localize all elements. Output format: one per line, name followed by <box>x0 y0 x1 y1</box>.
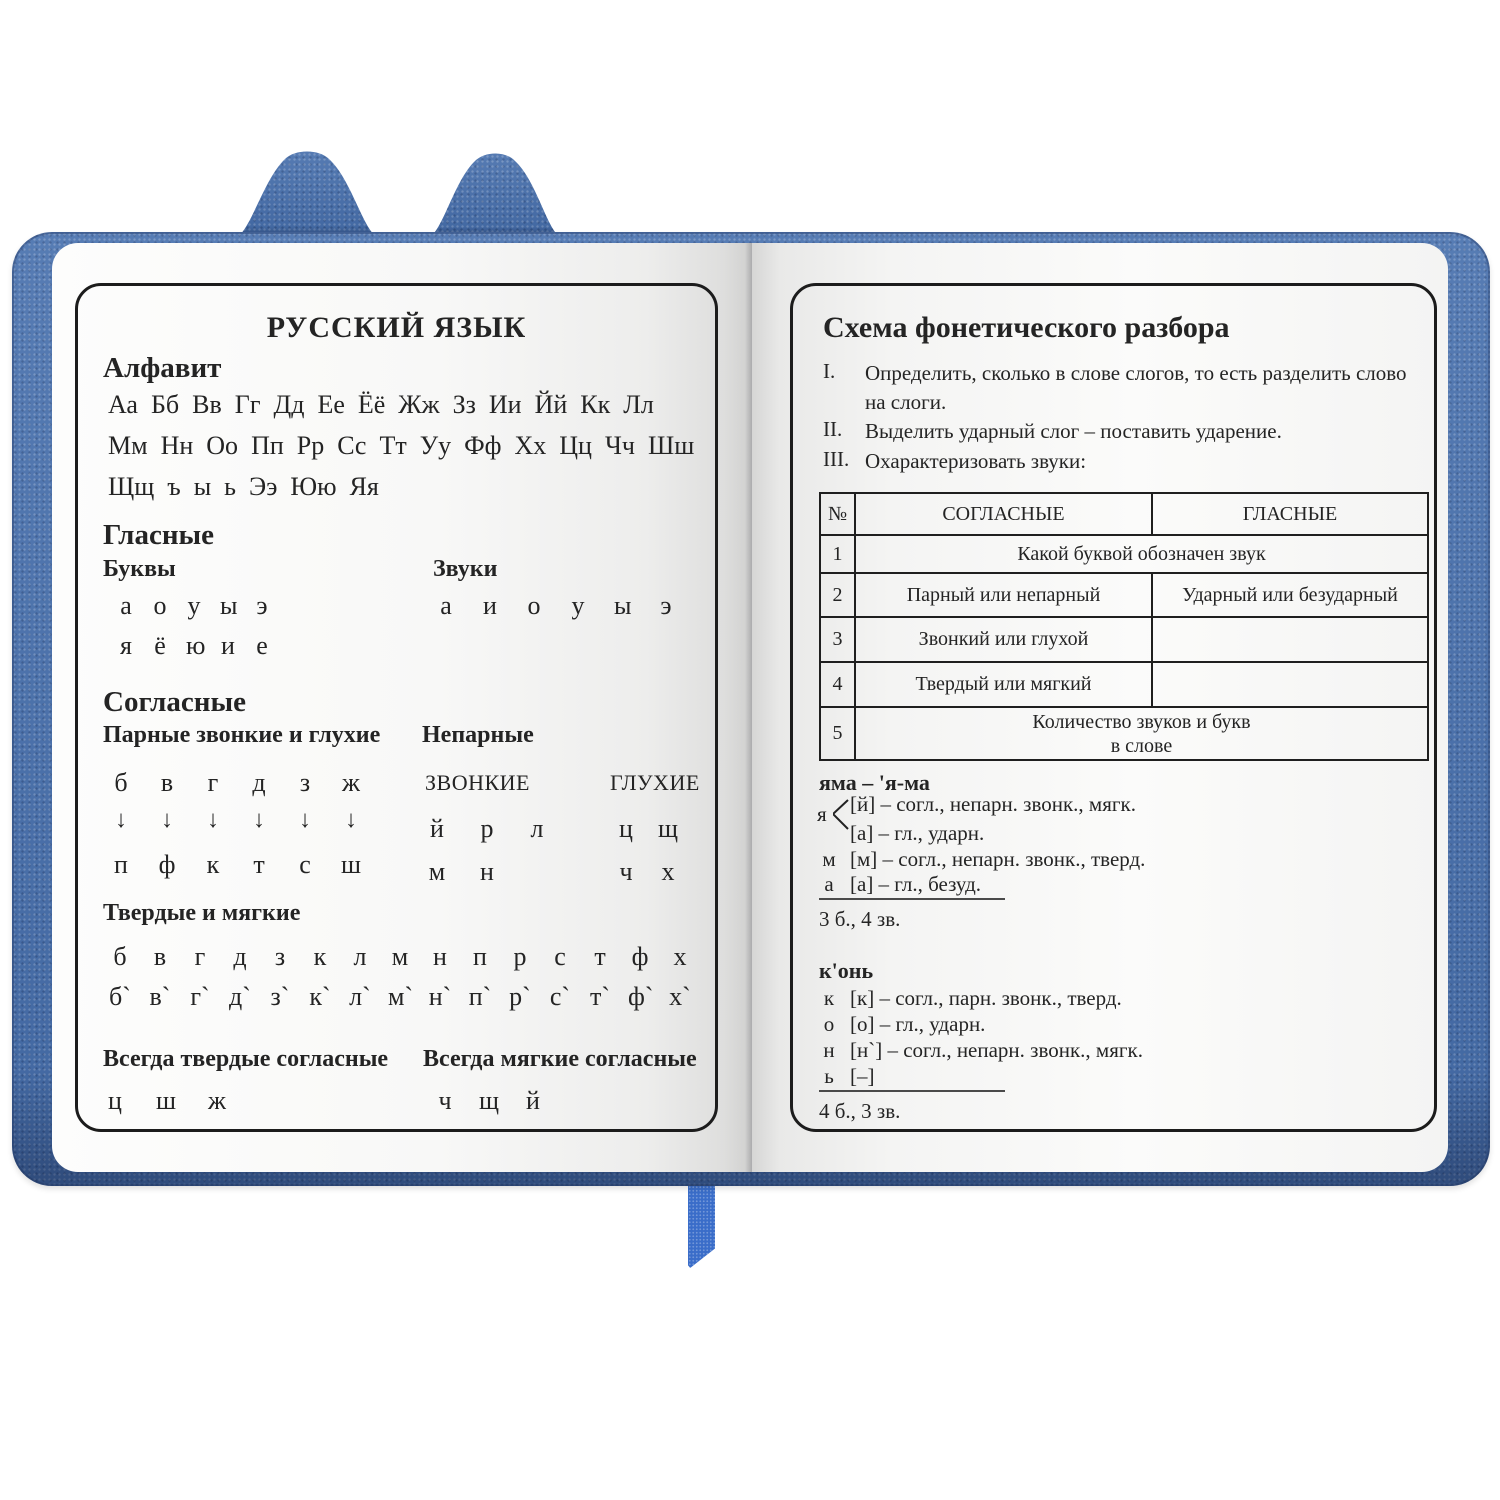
voiceless-label: ГЛУХИЕ <box>610 770 700 795</box>
letter-cell: Йй <box>534 390 568 419</box>
letter-cell: р <box>480 814 494 843</box>
example1-title: яма – 'я-ма <box>819 770 930 795</box>
analysis-letter: о <box>823 1012 835 1036</box>
down-arrows-row <box>111 807 361 834</box>
letter-cell: ь <box>224 472 237 501</box>
notebook-pages <box>52 243 1448 1172</box>
letter-cell: о <box>153 591 167 620</box>
branch-line: [а] – гл., ударн. <box>850 821 985 845</box>
letter-cell: б <box>113 942 127 971</box>
step-text <box>865 417 1282 446</box>
vowel-letters-label: Буквы <box>103 556 176 582</box>
analysis-letter: ь <box>824 1064 834 1088</box>
letter-cell: Яя <box>349 472 379 501</box>
letter-cell: Вв <box>192 390 222 419</box>
unpaired-voiceless-row <box>616 814 678 844</box>
letter-cell: Кк <box>580 390 611 419</box>
right-frame <box>790 283 1437 1132</box>
left-frame <box>75 283 718 1132</box>
analysis-line <box>819 1064 875 1089</box>
paired-voiced-row <box>111 768 361 798</box>
letter-cell: д <box>233 942 247 971</box>
letter-cell: т <box>594 942 606 971</box>
letter-cell: в <box>160 768 174 797</box>
table-cell-consonant: Парный или непарный <box>855 573 1152 617</box>
letter-cell: л <box>353 942 367 971</box>
letter-cell: Тт <box>379 431 407 460</box>
step-line: Охарактеризовать звуки: <box>865 449 1087 473</box>
letter-cell: т <box>253 850 265 879</box>
analysis-line <box>819 847 1145 872</box>
letter-cell: и <box>221 631 235 660</box>
letter-cell: п <box>473 942 487 971</box>
letter-cell: Рр <box>296 431 325 460</box>
letter-cell: ↓ <box>161 807 173 833</box>
analysis-line <box>819 872 981 897</box>
letter-cell: л` <box>349 982 371 1011</box>
analysis-letter: м <box>822 847 836 871</box>
step-line: Выделить ударный слог – поставить ударение. <box>865 419 1282 443</box>
unpaired-voiced-row <box>427 857 497 887</box>
letter-cell: ↓ <box>299 807 311 833</box>
always-hard-label: Всегда твердые согласные <box>103 1046 389 1072</box>
letter-cell: й <box>526 1086 540 1115</box>
letter-cell: Мм <box>108 431 148 460</box>
alphabet-row <box>108 431 694 461</box>
step-text <box>865 359 1407 417</box>
letter-cell: ы <box>220 591 238 620</box>
example1-total: 3 б., 4 зв. <box>819 907 901 931</box>
letter-cell: д <box>252 768 266 797</box>
hard-soft-label: Твердые и мягкие <box>103 900 301 926</box>
letter-cell: б <box>114 768 128 797</box>
letter-cell: с <box>299 850 311 879</box>
letter-cell: ы <box>193 472 212 501</box>
letter-cell: Лл <box>623 390 654 419</box>
table-cell-num: 2 <box>820 573 855 617</box>
letter-cell: х <box>673 942 687 971</box>
letter-cell: ш <box>155 1086 177 1115</box>
letter-cell: Уу <box>419 431 452 460</box>
letter-cell: Фф <box>464 431 502 460</box>
phonetic-table <box>819 492 1429 761</box>
letter-cell: Гг <box>234 390 261 419</box>
example2-title: к'онь <box>819 958 874 983</box>
letter-cell: Щщ <box>108 472 155 501</box>
letter-cell: Аа <box>108 390 138 419</box>
letter-cell: Бб <box>150 390 180 419</box>
letter-cell: з` <box>270 982 290 1011</box>
letter-cell: л <box>530 814 544 843</box>
letter-cell: г <box>194 942 206 971</box>
analysis-line <box>819 1038 1143 1063</box>
analysis-letter: а <box>824 872 834 896</box>
vowel-letter-row <box>118 591 270 621</box>
table-row <box>820 617 1428 662</box>
letter-cell: к <box>313 942 327 971</box>
table-cell-num: 5 <box>820 707 855 760</box>
letter-cell: ч <box>438 1086 452 1115</box>
letter-cell: Хх <box>514 431 547 460</box>
letter-cell: э <box>660 591 672 620</box>
letter-cell: б` <box>109 982 131 1011</box>
table-cell-num: 4 <box>820 662 855 707</box>
letter-cell: ъ <box>167 472 181 501</box>
vowel-sound-row <box>438 591 674 621</box>
analysis-desc: [а] – гл., безуд. <box>850 872 982 896</box>
page-title: Схема фонетического разбора <box>823 311 1230 344</box>
letter-cell: ё <box>154 631 166 660</box>
page-title: РУССКИЙ ЯЗЫК <box>266 311 527 344</box>
step-number: II. <box>823 417 843 441</box>
step-text <box>865 447 1086 476</box>
letter-cell: п` <box>468 982 492 1011</box>
letter-cell: р <box>513 942 527 971</box>
analysis-desc: [–] <box>850 1064 875 1088</box>
letter-cell: ф` <box>628 982 654 1011</box>
letter-cell: ю <box>186 631 206 660</box>
letter-cell: Сс <box>337 431 367 460</box>
letter-cell: н <box>433 942 447 971</box>
alphabet-row <box>108 390 654 420</box>
letter-cell: в <box>153 942 167 971</box>
letter-cell: Жж <box>398 390 440 419</box>
table-cell-vowel <box>1152 617 1428 662</box>
letter-cell: с` <box>549 982 571 1011</box>
letter-cell: Зз <box>452 390 476 419</box>
letter-cell: Юю <box>290 472 337 501</box>
letter-cell: п <box>114 850 128 879</box>
notebook-ear-right-icon <box>430 149 560 237</box>
soft-consonants-row <box>108 982 692 1012</box>
table-cell-vowel: Ударный или безударный <box>1152 573 1428 617</box>
letter-cell: Пп <box>251 431 284 460</box>
example2-total: 4 б., 3 зв. <box>819 1099 901 1123</box>
table-row <box>820 662 1428 707</box>
letter-cell: г` <box>190 982 210 1011</box>
table-header-row <box>820 493 1428 535</box>
letter-cell: ↓ <box>253 807 265 833</box>
letter-cell: ф <box>631 942 649 971</box>
analysis-desc: [м] – согл., непарн. звонк., тверд. <box>850 847 1146 871</box>
letter-cell: м <box>391 942 409 971</box>
table-header-consonants: СОГЛАСНЫЕ <box>855 493 1152 535</box>
letter-cell: к` <box>309 982 331 1011</box>
letter-cell: щ <box>478 1086 500 1115</box>
letter-cell: ч <box>619 857 633 886</box>
letter-cell: Шш <box>647 431 695 460</box>
letter-cell: Ёё <box>357 390 386 419</box>
table-cell-line: Количество звуков и букв <box>1032 710 1251 733</box>
letter-cell: ц <box>619 814 633 843</box>
table-row <box>820 573 1428 617</box>
table-header-vowels: ГЛАСНЫЕ <box>1152 493 1428 535</box>
unpaired-voiceless-row <box>616 857 678 887</box>
sum-rule <box>819 1090 1005 1092</box>
table-row <box>820 535 1428 573</box>
letter-cell: з <box>274 942 286 971</box>
sum-rule <box>819 898 1005 900</box>
letter-cell: э <box>256 591 268 620</box>
letter-cell: щ <box>658 814 679 843</box>
paired-voiceless-row <box>111 850 361 880</box>
letter-cell: е <box>256 631 268 660</box>
notebook-ear-left-icon <box>237 147 377 237</box>
letter-cell: й <box>430 814 444 843</box>
letter-cell: и <box>483 591 497 620</box>
analysis-letter: н <box>823 1038 835 1062</box>
hard-consonants-row <box>108 942 692 972</box>
analysis-desc: [о] – гл., ударн. <box>850 1012 986 1036</box>
vowel-letter-row <box>118 631 270 661</box>
letter-cell: з <box>299 768 311 797</box>
letter-cell: ↓ <box>115 807 127 833</box>
letter-cell: Ее <box>317 390 345 419</box>
table-cell-span <box>855 707 1428 760</box>
always-hard-row <box>103 1086 229 1116</box>
table-header-num: № <box>820 493 855 535</box>
letter-cell: Оо <box>206 431 239 460</box>
alphabet-row <box>108 472 379 502</box>
table-cell-consonant: Звонкий или глухой <box>855 617 1152 662</box>
letter-cell: ↓ <box>207 807 219 833</box>
step-number: I. <box>823 359 836 383</box>
analysis-desc: [к] – согл., парн. звонк., тверд. <box>850 986 1122 1010</box>
always-soft-row <box>433 1086 545 1116</box>
page-right <box>752 243 1448 1172</box>
table-cell-num: 3 <box>820 617 855 662</box>
letter-cell: я <box>120 631 132 660</box>
letter-cell: ш <box>341 850 362 879</box>
branch-line: [й] – согл., непарн. звонк., мягк. <box>850 792 1136 816</box>
letter-cell: с <box>554 942 566 971</box>
letter-cell: х <box>661 857 675 886</box>
analysis-line <box>819 986 1122 1011</box>
unpaired-voiced-row <box>427 814 547 844</box>
table-cell-num: 1 <box>820 535 855 573</box>
paired-label: Парные звонкие и глухие <box>103 722 381 748</box>
analysis-line <box>819 1012 985 1037</box>
table-row <box>820 707 1428 760</box>
letter-cell: Дд <box>273 390 305 419</box>
step-number: III. <box>823 447 850 471</box>
analysis-desc: [н`] – согл., непарн. звонк., мягк. <box>850 1038 1143 1062</box>
letter-cell: а <box>120 591 132 620</box>
branch-letter: я <box>817 802 827 826</box>
vowels-heading: Гласные <box>103 519 215 551</box>
letter-cell: м <box>428 857 446 886</box>
unpaired-label: Непарные <box>422 722 534 748</box>
step-line: на слоги. <box>865 390 947 414</box>
letter-cell: у <box>187 591 201 620</box>
table-cell-line: в слове <box>1110 734 1173 757</box>
voiced-label: ЗВОНКИЕ <box>425 770 530 795</box>
consonants-heading: Согласные <box>103 686 247 718</box>
letter-cell: к <box>206 850 220 879</box>
branch-arms-icon <box>833 795 849 833</box>
letter-cell: Ии <box>488 390 522 419</box>
letter-cell: м` <box>388 982 414 1011</box>
letter-cell: н <box>480 857 494 886</box>
letter-cell: о <box>527 591 541 620</box>
letter-cell: х` <box>669 982 691 1011</box>
letter-cell: ы <box>614 591 632 620</box>
letter-cell: ж <box>208 1086 226 1115</box>
letter-cell: Чч <box>604 431 635 460</box>
analysis-letter: к <box>823 986 835 1010</box>
alphabet-heading: Алфавит <box>103 352 222 384</box>
table-cell-consonant: Твердый или мягкий <box>855 662 1152 707</box>
step-line: Определить, сколько в слове слогов, то есть разделить слово <box>865 361 1407 385</box>
letter-cell: ↓ <box>345 807 357 833</box>
page-left <box>52 243 752 1172</box>
table-cell-vowel <box>1152 662 1428 707</box>
letter-cell: ц <box>108 1086 122 1115</box>
letter-cell: у <box>571 591 585 620</box>
letter-cell: г <box>207 768 219 797</box>
bookmark-ribbon <box>688 1175 715 1268</box>
letter-cell: Цц <box>559 431 592 460</box>
letter-cell: ф <box>158 850 176 879</box>
letter-cell: т` <box>589 982 611 1011</box>
vowel-sounds-label: Звуки <box>433 556 498 582</box>
always-soft-label: Всегда мягкие согласные <box>423 1046 697 1072</box>
letter-cell: ж <box>342 768 360 797</box>
letter-cell: н` <box>428 982 452 1011</box>
letter-cell: д` <box>229 982 251 1011</box>
letter-cell: Ээ <box>249 472 278 501</box>
letter-cell: р` <box>509 982 531 1011</box>
table-cell-span: Какой буквой обозначен звук <box>855 535 1428 573</box>
letter-cell: а <box>440 591 452 620</box>
letter-cell: Нн <box>160 431 194 460</box>
letter-cell: в` <box>149 982 171 1011</box>
